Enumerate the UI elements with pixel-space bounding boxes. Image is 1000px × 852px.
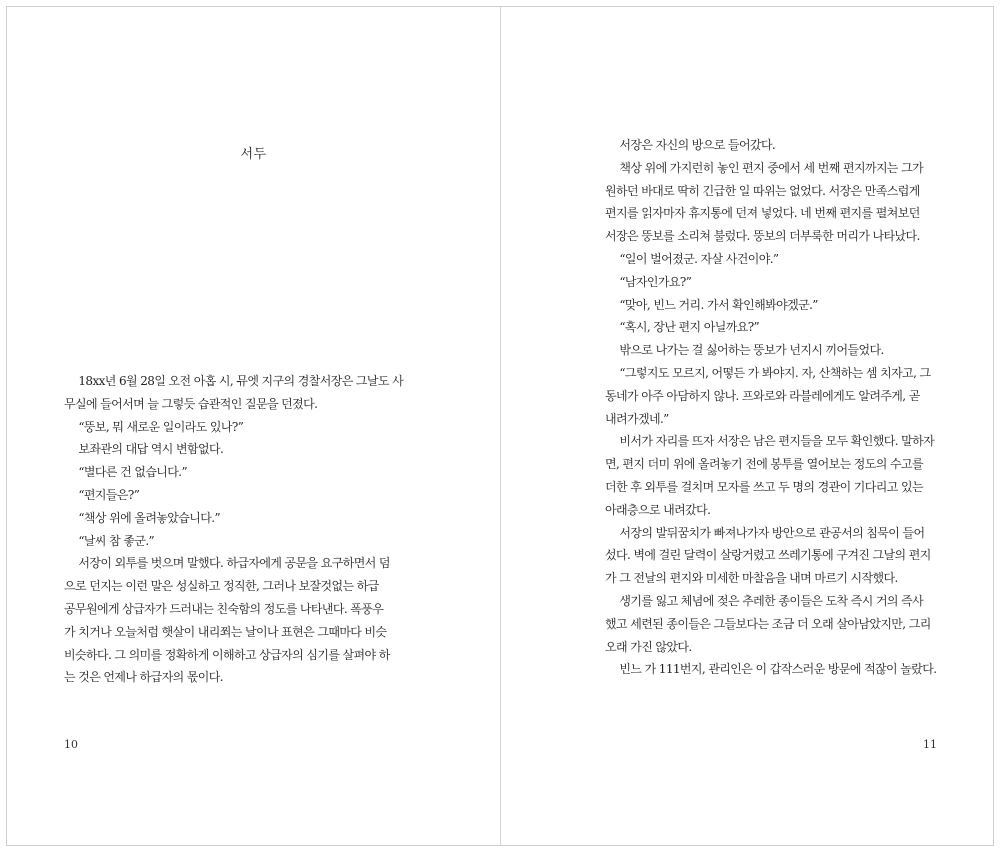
text-line: 했고 세련된 종이들은 그들보다는 조금 더 오래 살아남았지만, 그리 <box>605 616 931 631</box>
text-line: 가 그 전날의 편지와 미세한 마찰음을 내며 마르기 시작했다. <box>605 571 898 586</box>
page-number-left: 10 <box>64 738 78 751</box>
text-line: 으로 던지는 이런 말은 성실하고 정직한, 그러나 보잘것없는 하급 <box>64 579 379 594</box>
text-line: 편지를 읽자마자 휴지통에 던져 넣었다. 네 번째 편지를 펼쳐보던 <box>605 206 920 221</box>
text-line: 오래 가진 않았다. <box>605 639 692 654</box>
text-line: 책상 위에 가지런히 놓인 편지 중에서 세 번째 편지까지는 그가 <box>619 160 924 175</box>
left-page <box>7 7 500 845</box>
text-line: “날씨 참 좋군.” <box>78 533 155 548</box>
text-line: 보좌관의 대답 역시 변함없다. <box>78 442 224 457</box>
text-line: “편지들은?” <box>78 487 140 502</box>
text-line: 동네가 아주 아담하지 않나. 프와로와 라블레에게도 알려주게, 곧 <box>605 388 920 403</box>
text-line: 서장은 뚱보를 소리쳐 불렀다. 뚱보의 더부룩한 머리가 나타났다. <box>605 229 920 244</box>
text-line: 가 치거나 오늘처럼 햇살이 내리쬐는 날이나 표현은 그때마다 비슷 <box>64 624 387 639</box>
right-body-text <box>605 134 941 681</box>
text-line: “남자인가요?” <box>619 274 692 289</box>
chapter-title: 서두 <box>240 147 267 162</box>
text-line: 18xx년 6월 28일 오전 아홉 시, 뮤엣 지구의 경찰서장은 그날도 사 <box>78 374 404 388</box>
text-line: 비서가 자리를 뜨자 서장은 남은 편지들을 모두 확인했다. 말하자 <box>619 434 935 449</box>
text-line: 는 것은 언제나 하급자의 몫이다. <box>64 670 223 685</box>
text-line: 서장이 외투를 벗으며 말했다. 하급자에게 공문을 요구하면서 덤 <box>78 556 390 571</box>
text-line: 밖으로 나가는 걸 싫어하는 뚱보가 넌지시 끼어들었다. <box>619 343 884 358</box>
text-line: 내려가겠네.” <box>605 411 669 426</box>
book-spread <box>6 6 994 846</box>
text-line: 서장의 발뒤꿈치가 빠져나가자 방안으로 관공서의 침묵이 들어 <box>619 525 925 540</box>
text-line: “혹시, 장난 편지 아닐까요?” <box>619 320 760 335</box>
text-line: 비슷하다. 그 의미를 정확하게 이해하고 상급자의 심기를 살펴야 하 <box>64 647 390 662</box>
text-line: 빈느 가 111번지, 관리인은 이 갑작스러운 방문에 적잖이 놀랐다. <box>619 662 937 677</box>
text-line: “그렇지도 모르지, 어떻든 가 봐야지. 자, 산책하는 셈 치자고, 그 <box>619 365 931 380</box>
text-line: 섰다. 벽에 걸린 달력이 살랑거렸고 쓰레기통에 구겨진 그날의 편지 <box>605 548 931 563</box>
text-line: 공무원에게 상급자가 드러내는 친숙함의 정도를 나타낸다. 폭풍우 <box>64 601 384 616</box>
text-line: “맞아, 빈느 거리. 가서 확인해봐야겠군.” <box>619 297 818 312</box>
text-line: 더한 후 외투를 걸치며 모자를 쓰고 두 명의 경관이 기다리고 있는 <box>605 479 923 494</box>
right-page <box>501 7 994 845</box>
left-body-text <box>64 370 416 689</box>
text-line: “뚱보, 뭐 새로운 일이라도 있나?” <box>78 419 244 434</box>
text-line: 면, 편지 더미 위에 올려놓기 전에 봉투를 열어보는 정도의 수고를 <box>605 457 923 472</box>
page-number-right: 11 <box>923 738 937 751</box>
text-line: “일이 벌어졌군. 자살 사건이야.” <box>619 251 779 266</box>
text-line: “책상 위에 올려놓았습니다.” <box>78 510 221 525</box>
text-line: 무실에 들어서며 늘 그렇듯 습관적인 질문을 던졌다. <box>64 396 318 411</box>
text-line: 아래층으로 내려갔다. <box>605 502 711 517</box>
text-line: “별다른 건 없습니다.” <box>78 465 188 480</box>
text-line: 원하던 바대로 딱히 긴급한 일 따위는 없었다. 서장은 만족스럽게 <box>605 183 920 198</box>
text-line: 서장은 자신의 방으로 들어갔다. <box>619 138 776 152</box>
text-line: 생기를 잃고 체념에 젖은 추레한 종이들은 도착 즉시 거의 즉사 <box>619 593 924 608</box>
